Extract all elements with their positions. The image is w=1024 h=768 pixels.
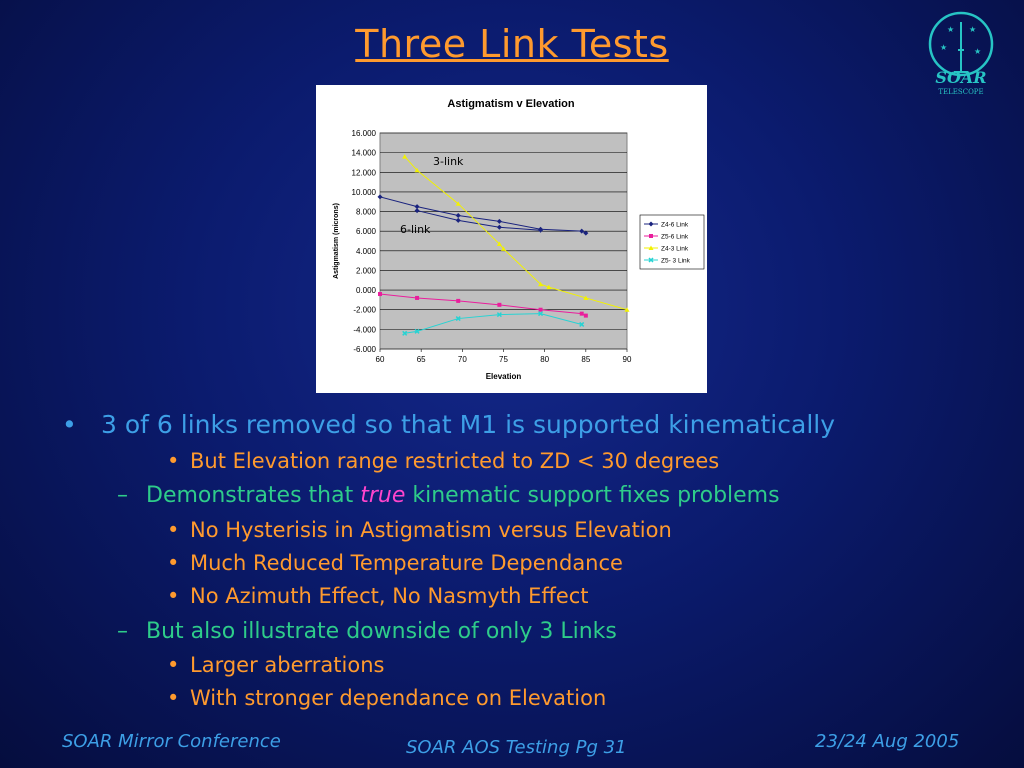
bullet-demonstrates xyxy=(146,483,780,508)
chart-container xyxy=(316,85,707,393)
y-tick-label: 8.000 xyxy=(355,207,376,217)
legend-label: Z5- 3 Link xyxy=(661,257,690,265)
data-point xyxy=(580,312,584,316)
data-point xyxy=(415,296,419,300)
legend-marker xyxy=(649,234,653,238)
y-tick-label: 2.000 xyxy=(355,266,376,276)
bullet-demonstrates-post: kinematic support fixes problems xyxy=(405,483,780,508)
astigmatism-chart xyxy=(316,85,707,393)
y-tick-label: 10.000 xyxy=(351,187,376,197)
bullet-demonstrates-emphasis: true xyxy=(360,483,406,508)
x-tick-label: 80 xyxy=(540,355,550,364)
x-tick-label: 70 xyxy=(457,355,467,364)
y-tick-label: 16.000 xyxy=(351,129,376,138)
slide-title: Three Link Tests xyxy=(355,22,669,66)
svg-text:★: ★ xyxy=(947,25,955,34)
soar-logo xyxy=(922,10,1000,100)
y-axis-label: Astigmatism (microns) xyxy=(333,203,340,279)
y-tick-label: 0.000 xyxy=(355,286,376,296)
legend-label: Z4-3 Link xyxy=(661,245,689,253)
bullet-hysterisis: No Hysterisis in Astigmatism versus Elevation xyxy=(190,518,672,542)
svg-text:★: ★ xyxy=(974,47,982,56)
bullet-marker: • xyxy=(167,551,180,575)
plot-area xyxy=(380,133,627,349)
y-tick-label: -4.000 xyxy=(353,325,376,335)
x-tick-label: 65 xyxy=(416,355,426,364)
x-axis-label: Elevation xyxy=(485,372,522,381)
bullet-zd-range: But Elevation range restricted to ZD < 30 degrees xyxy=(190,449,720,473)
legend-label: Z5-6 Link xyxy=(661,233,689,241)
footer-conference: SOAR Mirror Conference xyxy=(62,731,281,752)
x-tick-label: 60 xyxy=(375,355,385,364)
bullet-downside: But also illustrate downside of only 3 Links xyxy=(146,619,617,644)
x-tick-label: 90 xyxy=(622,355,632,364)
bullet-marker: • xyxy=(167,449,180,473)
svg-text:★: ★ xyxy=(969,25,977,34)
logo-subtext: TELESCOPE xyxy=(938,88,984,96)
footer-page: SOAR AOS Testing Pg 31 xyxy=(406,737,627,758)
x-tick-label: 75 xyxy=(499,355,508,364)
dash-marker: – xyxy=(117,619,128,644)
y-tick-label: -2.000 xyxy=(353,305,376,315)
data-point xyxy=(456,299,460,303)
x-tick-label: 85 xyxy=(581,355,591,364)
y-tick-label: 4.000 xyxy=(355,246,376,256)
legend-label: Z4-6 Link xyxy=(661,221,689,229)
bullet-demonstrates-pre: Demonstrates that xyxy=(146,483,361,508)
data-point xyxy=(539,308,543,312)
logo-text: SOAR xyxy=(935,68,987,87)
bullet-elevation-dependance: With stronger dependance on Elevation xyxy=(190,686,607,710)
y-tick-label: 6.000 xyxy=(355,227,376,237)
annotation-6-link: 6-link xyxy=(400,223,431,236)
bullet-larger-aberrations: Larger aberrations xyxy=(190,653,385,677)
data-point xyxy=(378,292,382,296)
svg-text:★: ★ xyxy=(940,43,948,52)
bullet-kinematic: 3 of 6 links removed so that M1 is supported kinematically xyxy=(101,410,836,439)
chart-title: Astigmatism v Elevation xyxy=(447,98,575,110)
bullet-marker: • xyxy=(167,518,180,542)
dash-marker: – xyxy=(117,483,128,508)
bullet-temperature: Much Reduced Temperature Dependance xyxy=(190,551,623,575)
bullet-marker: • xyxy=(62,410,77,439)
data-point xyxy=(497,303,501,307)
annotation-3-link: 3-link xyxy=(433,155,464,168)
y-tick-label: 12.000 xyxy=(351,168,376,178)
data-point xyxy=(584,314,588,318)
footer-date: 23/24 Aug 2005 xyxy=(815,731,960,752)
bullet-marker: • xyxy=(167,653,180,677)
y-tick-label: 14.000 xyxy=(351,148,376,158)
bullet-marker: • xyxy=(167,686,180,710)
bullet-marker: • xyxy=(167,584,180,608)
bullet-azimuth: No Azimuth Effect, No Nasmyth Effect xyxy=(190,584,589,608)
y-tick-label: -6.000 xyxy=(353,345,376,354)
